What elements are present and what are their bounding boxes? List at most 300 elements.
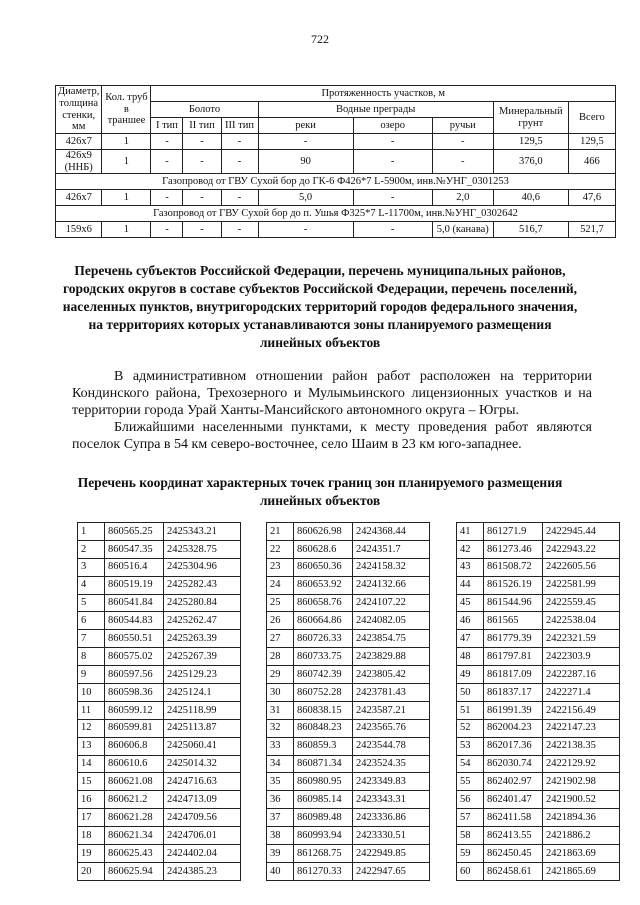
point-number: 55	[457, 773, 484, 791]
coordinate-x: 862017.36	[484, 737, 543, 755]
header-water-type: озеро	[353, 118, 432, 134]
table-cell: 521,7	[568, 222, 615, 238]
table-cell: 376,0	[493, 150, 568, 174]
coordinate-x: 861270.33	[294, 862, 353, 880]
table-cell: 1	[102, 134, 151, 150]
coordinate-y: 2423781.43	[353, 684, 430, 702]
coordinate-x: 860550.51	[105, 630, 164, 648]
table-cell: 1	[102, 150, 151, 174]
point-number: 50	[457, 684, 484, 702]
header-length: Протяженность участков, м	[151, 86, 616, 102]
coordinate-y: 2421886.2	[543, 827, 620, 845]
coordinate-row	[78, 791, 241, 809]
table-row	[56, 190, 616, 206]
coordinate-x: 860597.56	[105, 666, 164, 684]
coordinate-x: 860606.8	[105, 737, 164, 755]
coordinate-row	[267, 755, 430, 773]
coordinate-row	[78, 827, 241, 845]
point-number: 32	[267, 719, 294, 737]
coordinate-y: 2425124.1	[164, 684, 241, 702]
coordinate-y: 2424706.01	[164, 827, 241, 845]
header-water-type: реки	[258, 118, 353, 134]
coordinate-y: 2421902.98	[543, 773, 620, 791]
coordinate-y: 2424368.44	[353, 523, 430, 541]
coordinate-x: 861779.39	[484, 630, 543, 648]
point-number: 56	[457, 791, 484, 809]
coordinate-y: 2422943.22	[543, 540, 620, 558]
coordinate-y: 2424132.66	[353, 576, 430, 594]
table-cell: 1	[102, 222, 151, 238]
coordinate-row	[457, 791, 620, 809]
coordinate-x: 862450.45	[484, 845, 543, 863]
coordinate-y: 2421894.36	[543, 809, 620, 827]
coordinate-x: 861565	[484, 612, 543, 630]
coordinate-y: 2423829.88	[353, 648, 430, 666]
point-number: 4	[78, 576, 105, 594]
coordinate-x: 862413.55	[484, 827, 543, 845]
coordinate-y: 2422538.04	[543, 612, 620, 630]
table-cell: -	[258, 222, 353, 238]
table-cell: -	[353, 222, 432, 238]
table-cell: 426х9 (ННБ)	[56, 150, 102, 174]
body-text	[72, 368, 592, 453]
coordinate-row	[457, 737, 620, 755]
point-number: 41	[457, 523, 484, 541]
header-water-type: ручьи	[432, 118, 493, 134]
coordinate-row	[78, 630, 241, 648]
coordinate-x: 861273.46	[484, 540, 543, 558]
point-number: 33	[267, 737, 294, 755]
coordinate-y: 2422156.49	[543, 701, 620, 719]
header-total: Всего	[568, 102, 615, 134]
coordinate-row	[78, 612, 241, 630]
table-cell: 129,5	[493, 134, 568, 150]
header-diameter: Диаметр, толщина стенки, мм	[56, 86, 102, 134]
point-number: 45	[457, 594, 484, 612]
coordinate-x: 860516.4	[105, 558, 164, 576]
table-cell: 466	[568, 150, 615, 174]
coordinate-y: 2422303.9	[543, 648, 620, 666]
coordinate-x: 862411.58	[484, 809, 543, 827]
point-number: 51	[457, 701, 484, 719]
point-number: 42	[457, 540, 484, 558]
coordinates-table-1	[77, 522, 241, 881]
table-cell: -	[183, 134, 221, 150]
coordinate-row	[78, 540, 241, 558]
point-number: 17	[78, 809, 105, 827]
table-cell: -	[221, 150, 258, 174]
point-number: 48	[457, 648, 484, 666]
coordinate-y: 2424385.23	[164, 862, 241, 880]
point-number: 36	[267, 791, 294, 809]
coordinate-y: 2425060.41	[164, 737, 241, 755]
coordinate-y: 2425014.32	[164, 755, 241, 773]
coordinate-x: 862030.74	[484, 755, 543, 773]
table-cell: 129,5	[568, 134, 615, 150]
table-cell: -	[353, 134, 432, 150]
coordinate-x: 861544.96	[484, 594, 543, 612]
header-swamp-type: I тип	[151, 118, 183, 134]
header-swamp-type: III тип	[221, 118, 258, 134]
coordinate-x: 860848.23	[294, 719, 353, 737]
point-number: 9	[78, 666, 105, 684]
coordinate-row	[78, 666, 241, 684]
table-cell: -	[221, 222, 258, 238]
coordinate-y: 2422321.59	[543, 630, 620, 648]
coordinate-x: 860985.14	[294, 791, 353, 809]
coordinate-y: 2423565.76	[353, 719, 430, 737]
coordinate-row	[267, 845, 430, 863]
coordinate-x: 860871.34	[294, 755, 353, 773]
point-number: 1	[78, 523, 105, 541]
coordinate-row	[457, 827, 620, 845]
coordinate-x: 861508.72	[484, 558, 543, 576]
coordinate-y: 2424713.09	[164, 791, 241, 809]
coordinate-x: 860628.6	[294, 540, 353, 558]
pipe-length-table	[55, 85, 616, 238]
coordinate-x: 860541.84	[105, 594, 164, 612]
point-number: 37	[267, 809, 294, 827]
table-cell: -	[258, 134, 353, 150]
point-number: 29	[267, 666, 294, 684]
table-cell: -	[183, 190, 221, 206]
point-number: 43	[457, 558, 484, 576]
coordinate-x: 861991.39	[484, 701, 543, 719]
coordinate-y: 2423349.83	[353, 773, 430, 791]
point-number: 27	[267, 630, 294, 648]
coordinate-x: 860726.33	[294, 630, 353, 648]
point-number: 39	[267, 845, 294, 863]
coordinate-x: 860626.98	[294, 523, 353, 541]
point-number: 20	[78, 862, 105, 880]
coordinate-x: 860599.81	[105, 719, 164, 737]
coordinate-row	[78, 862, 241, 880]
coordinate-x: 860653.92	[294, 576, 353, 594]
coordinate-y: 2422949.85	[353, 845, 430, 863]
table-cell: -	[183, 222, 221, 238]
coordinate-x: 861526.19	[484, 576, 543, 594]
point-number: 52	[457, 719, 484, 737]
table-row	[56, 150, 616, 174]
coordinate-y: 2422129.92	[543, 755, 620, 773]
section-heading: Перечень координат характерных точек границ зон планируемого размещения линейных объектов	[77, 475, 563, 508]
coordinate-y: 2425129.23	[164, 666, 241, 684]
coordinate-row	[78, 576, 241, 594]
coordinate-y: 2425263.39	[164, 630, 241, 648]
section-caption: Газопровод от ГВУ Сухой бор до ГК-6 Ф426*7 L-5900м, инв.№УНГ_0301253	[56, 174, 616, 190]
coordinate-y: 2424107.22	[353, 594, 430, 612]
coordinate-y: 2423805.42	[353, 666, 430, 684]
coordinate-x: 860650.36	[294, 558, 353, 576]
coordinate-x: 860621.34	[105, 827, 164, 845]
point-number: 24	[267, 576, 294, 594]
table-cell: -	[432, 150, 493, 174]
page-number: 722	[311, 32, 329, 46]
point-number: 25	[267, 594, 294, 612]
coordinate-row	[267, 719, 430, 737]
coordinate-row	[78, 773, 241, 791]
coordinate-x: 861817.09	[484, 666, 543, 684]
coordinate-y: 2423336.86	[353, 809, 430, 827]
coordinate-row	[267, 827, 430, 845]
coordinate-row	[267, 540, 430, 558]
coordinate-row	[267, 773, 430, 791]
table-cell: -	[221, 134, 258, 150]
coordinate-x: 860980.95	[294, 773, 353, 791]
header-water: Водные преграды	[258, 102, 493, 118]
coordinate-x: 860621.28	[105, 809, 164, 827]
coordinate-row	[78, 845, 241, 863]
coordinate-x: 860547.35	[105, 540, 164, 558]
paragraph: В административном отношении район работ расположен на территории Кондинского района, Трехозерного и Мулымьинского лицензионных участков и на территории города Урай Ханты-Мансийского автономного округа – Югры.	[72, 369, 592, 418]
coordinate-x: 860989.48	[294, 809, 353, 827]
coordinate-y: 2422559.45	[543, 594, 620, 612]
point-number: 49	[457, 666, 484, 684]
coordinate-x: 860859.3	[294, 737, 353, 755]
header-swamp: Болото	[151, 102, 258, 118]
table-cell: -	[432, 134, 493, 150]
coordinate-x: 860610.6	[105, 755, 164, 773]
coordinate-x: 860625.43	[105, 845, 164, 863]
point-number: 21	[267, 523, 294, 541]
point-number: 59	[457, 845, 484, 863]
coordinate-row	[267, 630, 430, 648]
coordinates-table-2	[266, 522, 430, 881]
point-number: 6	[78, 612, 105, 630]
coordinate-y: 2423544.78	[353, 737, 430, 755]
coordinates-table-3	[456, 522, 620, 881]
coordinate-x: 860752.28	[294, 684, 353, 702]
coordinate-y: 2424402.04	[164, 845, 241, 863]
table-cell: 159х6	[56, 222, 102, 238]
section-caption: Газопровод от ГВУ Сухой бор до п. Ушья Ф325*7 L-11700м, инв.№УНГ_0302642	[56, 206, 616, 222]
coordinate-row	[78, 523, 241, 541]
coordinate-x: 860993.94	[294, 827, 353, 845]
coordinate-y: 2423330.51	[353, 827, 430, 845]
coordinate-y: 2425304.96	[164, 558, 241, 576]
point-number: 11	[78, 701, 105, 719]
coordinate-x: 860625.94	[105, 862, 164, 880]
coordinate-y: 2425328.75	[164, 540, 241, 558]
coordinate-x: 860621.08	[105, 773, 164, 791]
coordinate-row	[267, 737, 430, 755]
coordinate-row	[457, 773, 620, 791]
table-cell: -	[151, 150, 183, 174]
point-number: 22	[267, 540, 294, 558]
coordinate-row	[457, 862, 620, 880]
point-number: 16	[78, 791, 105, 809]
coordinate-row	[267, 862, 430, 880]
coordinate-row	[267, 612, 430, 630]
table-cell: -	[151, 190, 183, 206]
point-number: 53	[457, 737, 484, 755]
table-cell: 5,0	[258, 190, 353, 206]
coordinate-row	[78, 558, 241, 576]
coordinate-row	[457, 755, 620, 773]
coordinate-row	[78, 701, 241, 719]
coordinate-x: 861837.17	[484, 684, 543, 702]
coordinate-x: 862401.47	[484, 791, 543, 809]
coordinate-row	[457, 648, 620, 666]
coordinate-row	[457, 612, 620, 630]
coordinate-row	[78, 719, 241, 737]
coordinate-y: 2421900.52	[543, 791, 620, 809]
coordinate-row	[457, 558, 620, 576]
coordinate-y: 2424082.05	[353, 612, 430, 630]
coordinate-y: 2423854.75	[353, 630, 430, 648]
point-number: 18	[78, 827, 105, 845]
coordinate-row	[457, 809, 620, 827]
coordinate-y: 2425267.39	[164, 648, 241, 666]
table-cell: -	[353, 190, 432, 206]
coordinate-y: 2425282.43	[164, 576, 241, 594]
coordinate-x: 861797.81	[484, 648, 543, 666]
coordinate-y: 2423524.35	[353, 755, 430, 773]
header-mineral: Минеральный грунт	[493, 102, 568, 134]
point-number: 60	[457, 862, 484, 880]
point-number: 54	[457, 755, 484, 773]
coordinate-row	[267, 701, 430, 719]
point-number: 28	[267, 648, 294, 666]
coordinate-row	[267, 576, 430, 594]
coordinate-y: 2425118.99	[164, 701, 241, 719]
coordinate-x: 860599.12	[105, 701, 164, 719]
table-row	[56, 134, 616, 150]
coordinate-y: 2423587.21	[353, 701, 430, 719]
coordinate-row	[457, 594, 620, 612]
coordinate-row	[267, 684, 430, 702]
table-cell: 516,7	[493, 222, 568, 238]
coordinate-row	[78, 737, 241, 755]
point-number: 35	[267, 773, 294, 791]
table-cell: 426х7	[56, 134, 102, 150]
coordinate-y: 2422271.4	[543, 684, 620, 702]
point-number: 12	[78, 719, 105, 737]
coordinate-y: 2421865.69	[543, 862, 620, 880]
table-cell: -	[151, 222, 183, 238]
coordinate-row	[457, 666, 620, 684]
coordinate-x: 860664.86	[294, 612, 353, 630]
coordinate-x: 860565.25	[105, 523, 164, 541]
table-cell: 2,0	[432, 190, 493, 206]
coordinate-y: 2424158.32	[353, 558, 430, 576]
section-heading: Перечень субъектов Российской Федерации, перечень муниципальных районов, городских округов в составе субъектов Российской Федерации, перечень поселений, населенных пунктов, внутригородских территорий городов федерального значения, на территориях которых устанавливаются зоны планируемого размещения линейных объектов	[62, 263, 578, 350]
coordinate-row	[457, 719, 620, 737]
point-number: 8	[78, 648, 105, 666]
point-number: 13	[78, 737, 105, 755]
point-number: 2	[78, 540, 105, 558]
coordinate-x: 860742.39	[294, 666, 353, 684]
coordinate-row	[457, 684, 620, 702]
header-swamp-type: II тип	[183, 118, 221, 134]
table-cell: -	[221, 190, 258, 206]
point-number: 31	[267, 701, 294, 719]
point-number: 30	[267, 684, 294, 702]
coordinate-x: 862004.23	[484, 719, 543, 737]
coordinate-y: 2425280.84	[164, 594, 241, 612]
coordinate-row	[267, 558, 430, 576]
coordinate-y: 2422138.35	[543, 737, 620, 755]
coordinate-row	[78, 648, 241, 666]
point-number: 57	[457, 809, 484, 827]
coordinate-x: 860544.83	[105, 612, 164, 630]
coordinate-row	[78, 684, 241, 702]
coordinate-row	[78, 755, 241, 773]
point-number: 38	[267, 827, 294, 845]
coordinate-y: 2424716.63	[164, 773, 241, 791]
table-cell: -	[151, 134, 183, 150]
point-number: 40	[267, 862, 294, 880]
coordinate-y: 2425262.47	[164, 612, 241, 630]
coordinate-row	[78, 809, 241, 827]
coordinate-row	[457, 540, 620, 558]
coordinate-row	[457, 845, 620, 863]
coordinate-y: 2421863.69	[543, 845, 620, 863]
coordinate-x: 862458.61	[484, 862, 543, 880]
point-number: 5	[78, 594, 105, 612]
point-number: 46	[457, 612, 484, 630]
coordinate-row	[457, 523, 620, 541]
table-cell: 426х7	[56, 190, 102, 206]
coordinate-y: 2422945.44	[543, 523, 620, 541]
paragraph: Ближайшими населенными пунктами, к месту проведения работ являются поселок Супра в 54 км северо-восточнее, село Шаим в 23 км юго-западнее.	[72, 420, 592, 452]
coordinate-y: 2423343.31	[353, 791, 430, 809]
coordinate-y: 2424709.56	[164, 809, 241, 827]
coordinate-row	[267, 648, 430, 666]
coordinate-x: 860733.75	[294, 648, 353, 666]
coordinate-x: 860838.15	[294, 701, 353, 719]
coordinate-x: 860658.76	[294, 594, 353, 612]
coordinate-y: 2422147.23	[543, 719, 620, 737]
coordinate-row	[457, 630, 620, 648]
coordinate-y: 2425343.21	[164, 523, 241, 541]
coordinate-x: 861271.9	[484, 523, 543, 541]
table-cell: -	[183, 150, 221, 174]
point-number: 3	[78, 558, 105, 576]
point-number: 34	[267, 755, 294, 773]
table-cell: 40,6	[493, 190, 568, 206]
point-number: 44	[457, 576, 484, 594]
point-number: 26	[267, 612, 294, 630]
point-number: 47	[457, 630, 484, 648]
coordinate-y: 2425113.87	[164, 719, 241, 737]
table-cell: 1	[102, 190, 151, 206]
point-number: 58	[457, 827, 484, 845]
coordinate-row	[78, 594, 241, 612]
coordinate-y: 2422287.16	[543, 666, 620, 684]
coordinate-row	[457, 701, 620, 719]
coordinate-x: 861268.75	[294, 845, 353, 863]
coordinate-y: 2424351.7	[353, 540, 430, 558]
table-cell: -	[353, 150, 432, 174]
coordinate-row	[457, 576, 620, 594]
point-number: 10	[78, 684, 105, 702]
table-cell: 5,0 (канава)	[432, 222, 493, 238]
coordinate-y: 2422581.99	[543, 576, 620, 594]
coordinate-row	[267, 791, 430, 809]
coordinate-x: 862402.97	[484, 773, 543, 791]
point-number: 15	[78, 773, 105, 791]
coordinate-row	[267, 666, 430, 684]
table-cell: 90	[258, 150, 353, 174]
point-number: 23	[267, 558, 294, 576]
coordinate-y: 2422605.56	[543, 558, 620, 576]
coordinate-y: 2422947.65	[353, 862, 430, 880]
point-number: 19	[78, 845, 105, 863]
coordinate-x: 860621.2	[105, 791, 164, 809]
coordinate-x: 860519.19	[105, 576, 164, 594]
table-row	[56, 222, 616, 238]
